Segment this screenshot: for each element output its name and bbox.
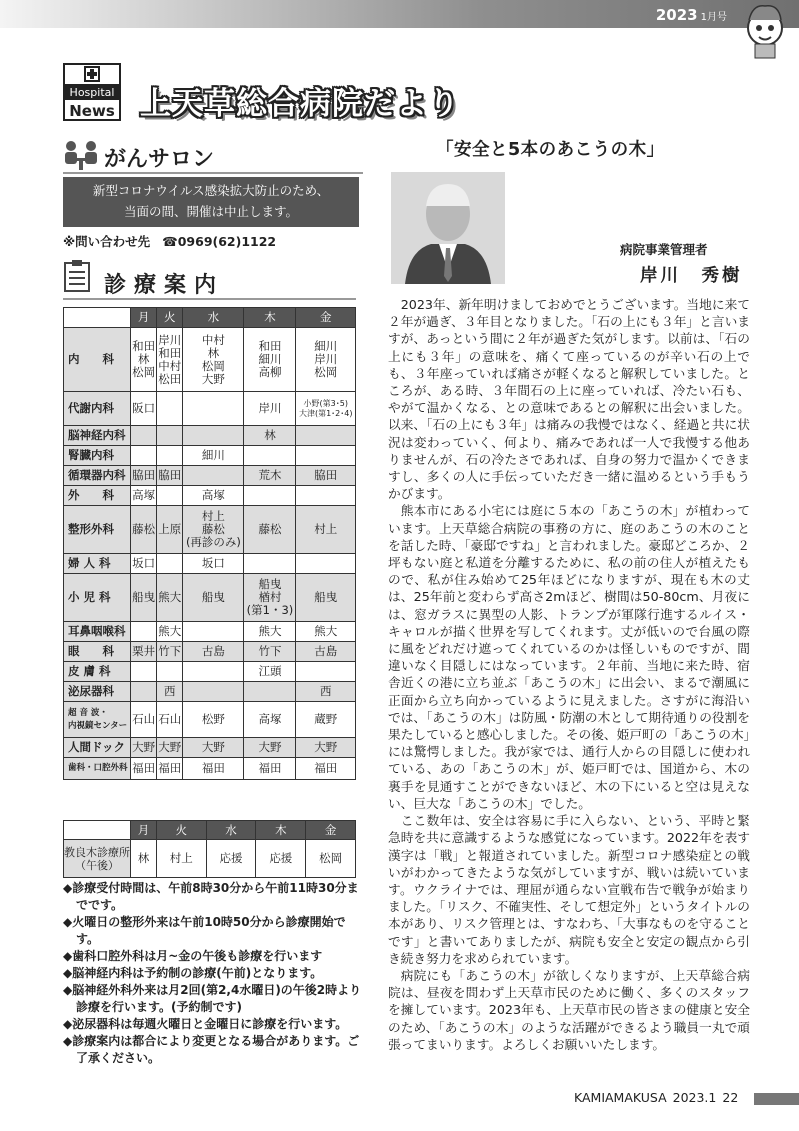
- doctor-cell: 熊大: [157, 622, 183, 642]
- doctor-cell: 上原: [157, 506, 183, 554]
- doctor-cell: [183, 426, 244, 446]
- doctor-cell: 松野: [183, 702, 244, 738]
- doctor-cell: 脇田: [296, 466, 356, 486]
- doctor-cell: 坂口: [183, 554, 244, 574]
- doctor-cell: 大野: [157, 738, 183, 758]
- day-header: 火: [156, 821, 206, 840]
- doctor-cell: [157, 446, 183, 466]
- doctor-cell: 西: [296, 682, 356, 702]
- contact-info: ※問い合わせ先 ☎0969(62)1122: [63, 234, 277, 249]
- doctor-cell: 石山: [131, 702, 157, 738]
- dept-cell: 耳鼻咽喉科: [64, 622, 131, 642]
- page-footer: KAMIAMAKUSA 2023.1 22: [574, 1090, 739, 1105]
- doctor-cell: 中村 林 松岡 大野: [183, 328, 244, 392]
- doctor-cell: 村上: [296, 506, 356, 554]
- schedule-header-row: [64, 308, 356, 328]
- doctor-cell: 船曳 楢村 (第1・3): [244, 574, 296, 622]
- doctor-cell: [296, 554, 356, 574]
- doctor-cell: 村上: [156, 840, 206, 878]
- schedule-table: [63, 307, 356, 780]
- doctor-cell: 大野: [296, 738, 356, 758]
- doctor-cell: [131, 662, 157, 682]
- doctor-cell: 林: [244, 426, 296, 446]
- svg-text:News: News: [69, 102, 115, 120]
- doctor-cell: [157, 662, 183, 682]
- dept-cell: 小 児 科: [64, 574, 131, 622]
- divider: [63, 298, 356, 300]
- doctor-cell: 熊大: [244, 622, 296, 642]
- list-item: ◆脳神経外科外来は月2回(第2,4水曜日)の午後2時より診療を行います。(予約制です): [63, 983, 362, 1014]
- table-row: [64, 574, 356, 622]
- doctor-cell: 福田: [183, 758, 244, 780]
- clipboard-icon: [63, 260, 91, 292]
- table-row: [64, 446, 356, 466]
- doctor-cell: [183, 662, 244, 682]
- table-row: [64, 466, 356, 486]
- header-blank: [64, 821, 131, 840]
- footer-bar: [754, 1093, 799, 1105]
- table-row: [64, 642, 356, 662]
- dept-cell: 超 音 波・ 内視鏡センター: [64, 702, 131, 738]
- schedule-notes: [63, 880, 363, 1067]
- doctor-cell: 応援: [256, 840, 306, 878]
- doctor-cell: 岸川 和田 中村 松田: [157, 328, 183, 392]
- mascot-icon: [733, 0, 793, 60]
- doctor-cell: 江頭: [244, 662, 296, 682]
- list-item: ◆歯科口腔外科は月~金の午後も診療を行います: [63, 949, 323, 963]
- day-header: 月: [131, 308, 157, 328]
- masthead-title: 上天草総合病院だより: [140, 86, 460, 122]
- day-header: 金: [306, 821, 356, 840]
- table-row: [64, 682, 356, 702]
- doctor-cell: 高塚: [183, 486, 244, 506]
- day-header: 水: [206, 821, 256, 840]
- doctor-cell: [296, 662, 356, 682]
- list-item: ◆火曜日の整形外来は午前10時50分から診療開始です。: [63, 915, 346, 946]
- doctor-cell: [244, 446, 296, 466]
- doctor-cell: 藤松: [244, 506, 296, 554]
- branch-clinic-table: [63, 820, 356, 878]
- table-row: [64, 702, 356, 738]
- doctor-cell: 熊大: [296, 622, 356, 642]
- header-blank: [64, 308, 131, 328]
- author-name: 岸川 秀樹: [640, 266, 743, 286]
- table-row: [64, 662, 356, 682]
- doctor-cell: 船曳: [131, 574, 157, 622]
- dept-cell: 脳神経内科: [64, 426, 131, 446]
- doctor-cell: 大野: [131, 738, 157, 758]
- doctor-cell: [244, 486, 296, 506]
- doctor-cell: 高塚: [244, 702, 296, 738]
- day-header: 水: [183, 308, 244, 328]
- doctor-cell: 和田 細川 高柳: [244, 328, 296, 392]
- article-title: 「安全と5本のあこうの木」: [436, 140, 665, 160]
- doctor-cell: [183, 622, 244, 642]
- doctor-cell: [183, 392, 244, 426]
- doctor-cell: 高塚: [131, 486, 157, 506]
- list-item: ◆泌尿器科は毎週火曜日と金曜日に診療を行います。: [63, 1017, 348, 1031]
- doctor-cell: 岸川: [244, 392, 296, 426]
- doctor-cell: [296, 446, 356, 466]
- table-row: [64, 426, 356, 446]
- doctor-cell: 古島: [183, 642, 244, 662]
- table-row: [64, 738, 356, 758]
- day-header: 月: [131, 821, 157, 840]
- doctor-cell: [157, 426, 183, 446]
- table-row: [64, 506, 356, 554]
- doctor-cell: 細川 岸川 松岡: [296, 328, 356, 392]
- day-header: 木: [244, 308, 296, 328]
- doctor-cell: 石山: [157, 702, 183, 738]
- doctor-cell: [296, 486, 356, 506]
- doctor-cell: 船曳: [296, 574, 356, 622]
- article-paragraph: 病院にも「あこうの木」が欲しくなりますが、上天草総合病院は、昼夜を問わず上天草市民のために働く、多くのスタッフを擁しています。2023年も、上天草市民の皆さまの健康と安全のため、「あこうの木」のような活躍ができるよう職員一丸で頑張ってまいります。よろしくお願いいたします。: [388, 967, 750, 1052]
- table-row: [64, 840, 356, 878]
- doctor-cell: 松岡: [306, 840, 356, 878]
- doctor-cell: [157, 486, 183, 506]
- doctor-cell: [157, 554, 183, 574]
- doctor-cell: 福田: [244, 758, 296, 780]
- doctor-cell: 福田: [131, 758, 157, 780]
- table-row: [64, 328, 356, 392]
- table-row: [64, 486, 356, 506]
- doctor-cell: [183, 682, 244, 702]
- doctor-cell: 大野: [244, 738, 296, 758]
- doctor-cell: 福田: [296, 758, 356, 780]
- doctor-cell: 小野(第3･5) 大津(第1･2･4): [296, 392, 356, 426]
- doctor-cell: 脇田: [157, 466, 183, 486]
- doctor-cell: [131, 426, 157, 446]
- doctor-cell: 応援: [206, 840, 256, 878]
- doctor-cell: 蔵野: [296, 702, 356, 738]
- doctor-cell: 熊大: [157, 574, 183, 622]
- dept-cell: 循環器内科: [64, 466, 131, 486]
- author-role: 病院事業管理者: [620, 242, 708, 257]
- doctor-cell: [131, 622, 157, 642]
- doctor-cell: [157, 392, 183, 426]
- list-item: ◆診療受付時間は、午前8時30分から午前11時30分までです。: [63, 881, 359, 912]
- author-photo: [391, 172, 505, 284]
- salon-notice: 新型コロナウイルス感染拡大防止のため、 当面の間、開催は中止します。: [63, 177, 359, 227]
- day-header: 金: [296, 308, 356, 328]
- article-paragraph: 熊本市にある小宅には庭に５本の「あこうの木」が植わっています。上天草総合病院の事務の方に、庭のあこうの木のことを話した時、「豪邸ですね」と言われました。豪邸どころか、２坪もない庭と私道を分離するために、私の前の住人が植えたもので、私が住み始めて25年ほどになりますが、現在も木の丈は、25年前と変わらず高さ2mほど、樹間は50-80cm、月夜には、窓ガラスに異型の人影、トランプが軍隊行進するルイス・キャロルが描く世界を写してくれます。丈が低いので台風の際に風をどれだけ遮ってくれているのかは怪しいものですが、間違いなく目隠しにはなっています。２年前、当地に来た時、宿舎近くの港に立ち並ぶ「あこうの木」に出会い、まるで潮風に正面から立ち向かっているように見えました。さすがに海沿いでは、「あこうの木」は防風・防潮の木として期待通りの役割を果たしていると感心しました。その後、姫戸町の「あこうの木」には驚愕しました。我が家では、通行人からの目隠しに使われている、あの「あこうの木」が、姫戸町では、国道から、木の裏手を見通すことができないほど、木の下にいると空は見えない、巨大な「あこうの木」でした。: [388, 503, 750, 811]
- doctor-cell: 竹下: [244, 642, 296, 662]
- doctor-cell: [296, 426, 356, 446]
- dept-cell: 内 科: [64, 328, 131, 392]
- doctor-cell: [183, 466, 244, 486]
- doctor-cell: [131, 682, 157, 702]
- doctor-cell: 栗井: [131, 642, 157, 662]
- table-row: [64, 554, 356, 574]
- dept-cell: 泌尿器科: [64, 682, 131, 702]
- dept-cell: 教良木診療所 （午後）: [64, 840, 131, 878]
- schedule-title: 診療案内: [104, 273, 225, 298]
- doctor-cell: 脇田: [131, 466, 157, 486]
- hospital-news-logo: [63, 63, 121, 121]
- people-talking-icon: [63, 138, 99, 170]
- dept-cell: 歯科・口腔外科: [64, 758, 131, 780]
- dept-cell: 腎臓内科: [64, 446, 131, 466]
- issue-label: 2023 1月号: [655, 6, 727, 24]
- dept-cell: 人間ドック: [64, 738, 131, 758]
- doctor-cell: 細川: [183, 446, 244, 466]
- doctor-cell: [244, 682, 296, 702]
- doctor-cell: 阪口: [131, 392, 157, 426]
- doctor-cell: 藤松: [131, 506, 157, 554]
- dept-cell: 皮 膚 科: [64, 662, 131, 682]
- doctor-cell: 福田: [157, 758, 183, 780]
- table-row: [64, 622, 356, 642]
- doctor-cell: 船曳: [183, 574, 244, 622]
- dept-cell: 外 科: [64, 486, 131, 506]
- doctor-cell: [244, 554, 296, 574]
- dept-cell: 整形外科: [64, 506, 131, 554]
- doctor-cell: 荒木: [244, 466, 296, 486]
- dept-cell: 代謝内科: [64, 392, 131, 426]
- table-row: [64, 758, 356, 780]
- branch-header-row: [64, 821, 356, 840]
- doctor-cell: 西: [157, 682, 183, 702]
- cancer-salon-title: がんサロン: [104, 147, 215, 172]
- doctor-cell: 竹下: [157, 642, 183, 662]
- doctor-cell: 和田 林 松岡: [131, 328, 157, 392]
- doctor-cell: 大野: [183, 738, 244, 758]
- doctor-cell: 古島: [296, 642, 356, 662]
- dept-cell: 婦 人 科: [64, 554, 131, 574]
- article-paragraph: 2023年、新年明けましておめでとうございます。当地に来て２年が過ぎ、３年目となりました。「石の上にも３年」と言いますが、あっという間に２年が過ぎた気がします。以前は、「石の上にも３年」の意味を、痛くて座っているのが辛い石の上でも、３年座っていれば痛さが軽くなると解釈していました。ところが、ある時、３年間石の上に座っていれば、冷たい石も、やがて温かくなる、との意味であるとの解釈に出会いました。以来、「石の上にも３年」は痛みの我慢ではなく、経過と共に状況は変わっていく、何より、痛みであれば一人で我慢する他ありませんが、石の冷たさであれば、自身の努力で温かくできますし、多くの人に手伝っていただき一緒に温めるという手もうかびます。: [388, 297, 750, 502]
- doctor-cell: 坂口: [131, 554, 157, 574]
- doctor-cell: 村上 藤松 (再診のみ): [183, 506, 244, 554]
- dept-cell: 眼 科: [64, 642, 131, 662]
- list-item: ◆診療案内は都合により変更となる場合があります。ご了承ください。: [63, 1034, 360, 1065]
- divider: [63, 172, 363, 174]
- svg-text:Hospital: Hospital: [69, 86, 115, 99]
- list-item: ◆脳神経内科は予約制の診療(午前)となります。: [63, 966, 323, 980]
- day-header: 木: [256, 821, 306, 840]
- article-body: [388, 296, 750, 1053]
- day-header: 火: [157, 308, 183, 328]
- doctor-cell: 林: [131, 840, 157, 878]
- article-paragraph: ここ数年は、安全は容易に手に入らない、という、平時と緊急時を共に意識するような感覚になっています。2022年を表す漢字は「戦」と報道されていました。新型コロナ感染症との戦いがわかってきたような気がしていますが、戦いは続いています。ウクライナでは、理屈が通らない宣戦布告で戦争が始まりました。「リスク、不確実性、そして想定外」というタイトルの本があり、リスク管理とは、すなわち、「大事なものを守ることです」と書いてありましたが、病院も安全と安定の観点から引き続き努力を求められています。: [388, 813, 750, 966]
- table-row: [64, 392, 356, 426]
- doctor-cell: [131, 446, 157, 466]
